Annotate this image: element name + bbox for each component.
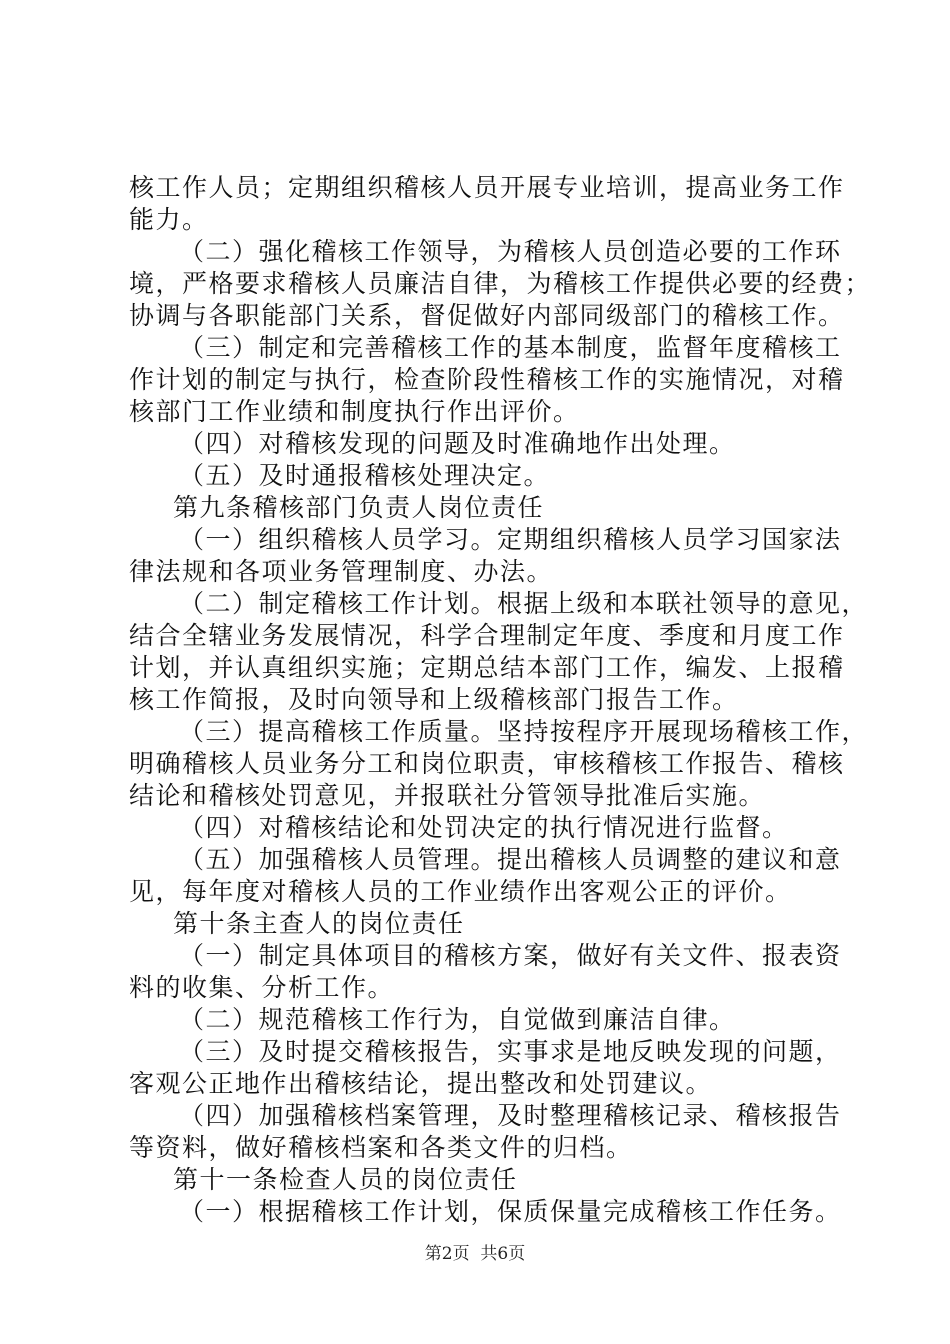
document-body bbox=[129, 172, 872, 1228]
text-line: 核工作简报，及时向领导和上级稽核部门报告工作。 bbox=[129, 685, 739, 714]
text-line: 律法规和各项业务管理制度、办法。 bbox=[129, 557, 554, 586]
text-line: （二）制定稽核工作计划。根据上级和本联社领导的意见， bbox=[179, 589, 869, 618]
text-line: 见，每年度对稽核人员的工作业绩作出客观公正的评价。 bbox=[129, 877, 792, 906]
text-line: 计划，并认真组织实施；定期总结本部门工作，编发、上报稽 bbox=[129, 653, 845, 682]
section-heading: 第十条主查人的岗位责任 bbox=[173, 909, 465, 938]
text-line: 结合全辖业务发展情况，科学合理制定年度、季度和月度工作 bbox=[129, 621, 845, 650]
text-line: 结论和稽核处罚意见，并报联社分管领导批准后实施。 bbox=[129, 781, 766, 810]
text-line: 境，严格要求稽核人员廉洁自律，为稽核工作提供必要的经费； bbox=[129, 269, 872, 298]
text-line: 能力。 bbox=[129, 205, 209, 234]
page-number: 第2页 共6页 bbox=[424, 1244, 526, 1264]
text-line: 协调与各职能部门关系，督促做好内部同级部门的稽核工作。 bbox=[129, 301, 845, 330]
text-line: 核部门工作业绩和制度执行作出评价。 bbox=[129, 397, 580, 426]
text-line: 等资料，做好稽核档案和各类文件的归档。 bbox=[129, 1133, 633, 1162]
section-heading: 第九条稽核部门负责人岗位责任 bbox=[173, 493, 545, 522]
text-line: （一）组织稽核人员学习。定期组织稽核人员学习国家法 bbox=[179, 525, 842, 554]
text-line: 明确稽核人员业务分工和岗位职责，审核稽核工作报告、稽核 bbox=[129, 749, 845, 778]
text-line: （二）强化稽核工作领导，为稽核人员创造必要的工作环 bbox=[179, 237, 842, 266]
text-line: （二）规范稽核工作行为，自觉做到廉洁自律。 bbox=[179, 1005, 736, 1034]
text-line: （五）及时通报稽核处理决定。 bbox=[179, 461, 551, 490]
text-line: （四）加强稽核档案管理，及时整理稽核记录、稽核报告 bbox=[179, 1101, 842, 1130]
text-line: （一）制定具体项目的稽核方案，做好有关文件、报表资 bbox=[179, 941, 842, 970]
text-line: （四）对稽核发现的问题及时准确地作出处理。 bbox=[179, 429, 736, 458]
section-heading: 第十一条检查人员的岗位责任 bbox=[173, 1165, 518, 1194]
text-line: 作计划的制定与执行，检查阶段性稽核工作的实施情况，对稽 bbox=[129, 365, 845, 394]
text-line: 客观公正地作出稽核结论，提出整改和处罚建议。 bbox=[129, 1069, 713, 1098]
page-footer bbox=[0, 1244, 950, 1264]
text-line: 核工作人员；定期组织稽核人员开展专业培训，提高业务工作 bbox=[129, 173, 845, 202]
text-line: （一）根据稽核工作计划，保质保量完成稽核工作任务。 bbox=[179, 1197, 842, 1226]
text-line: （三）及时提交稽核报告，实事求是地反映发现的问题， bbox=[179, 1037, 842, 1066]
text-line: （五）加强稽核人员管理。提出稽核人员调整的建议和意 bbox=[179, 845, 842, 874]
text-line: 料的收集、分析工作。 bbox=[129, 973, 395, 1002]
text-line: （三）提高稽核工作质量。坚持按程序开展现场稽核工作， bbox=[179, 717, 869, 746]
text-line: （三）制定和完善稽核工作的基本制度，监督年度稽核工 bbox=[179, 333, 842, 362]
text-line: （四）对稽核结论和处罚决定的执行情况进行监督。 bbox=[179, 813, 789, 842]
